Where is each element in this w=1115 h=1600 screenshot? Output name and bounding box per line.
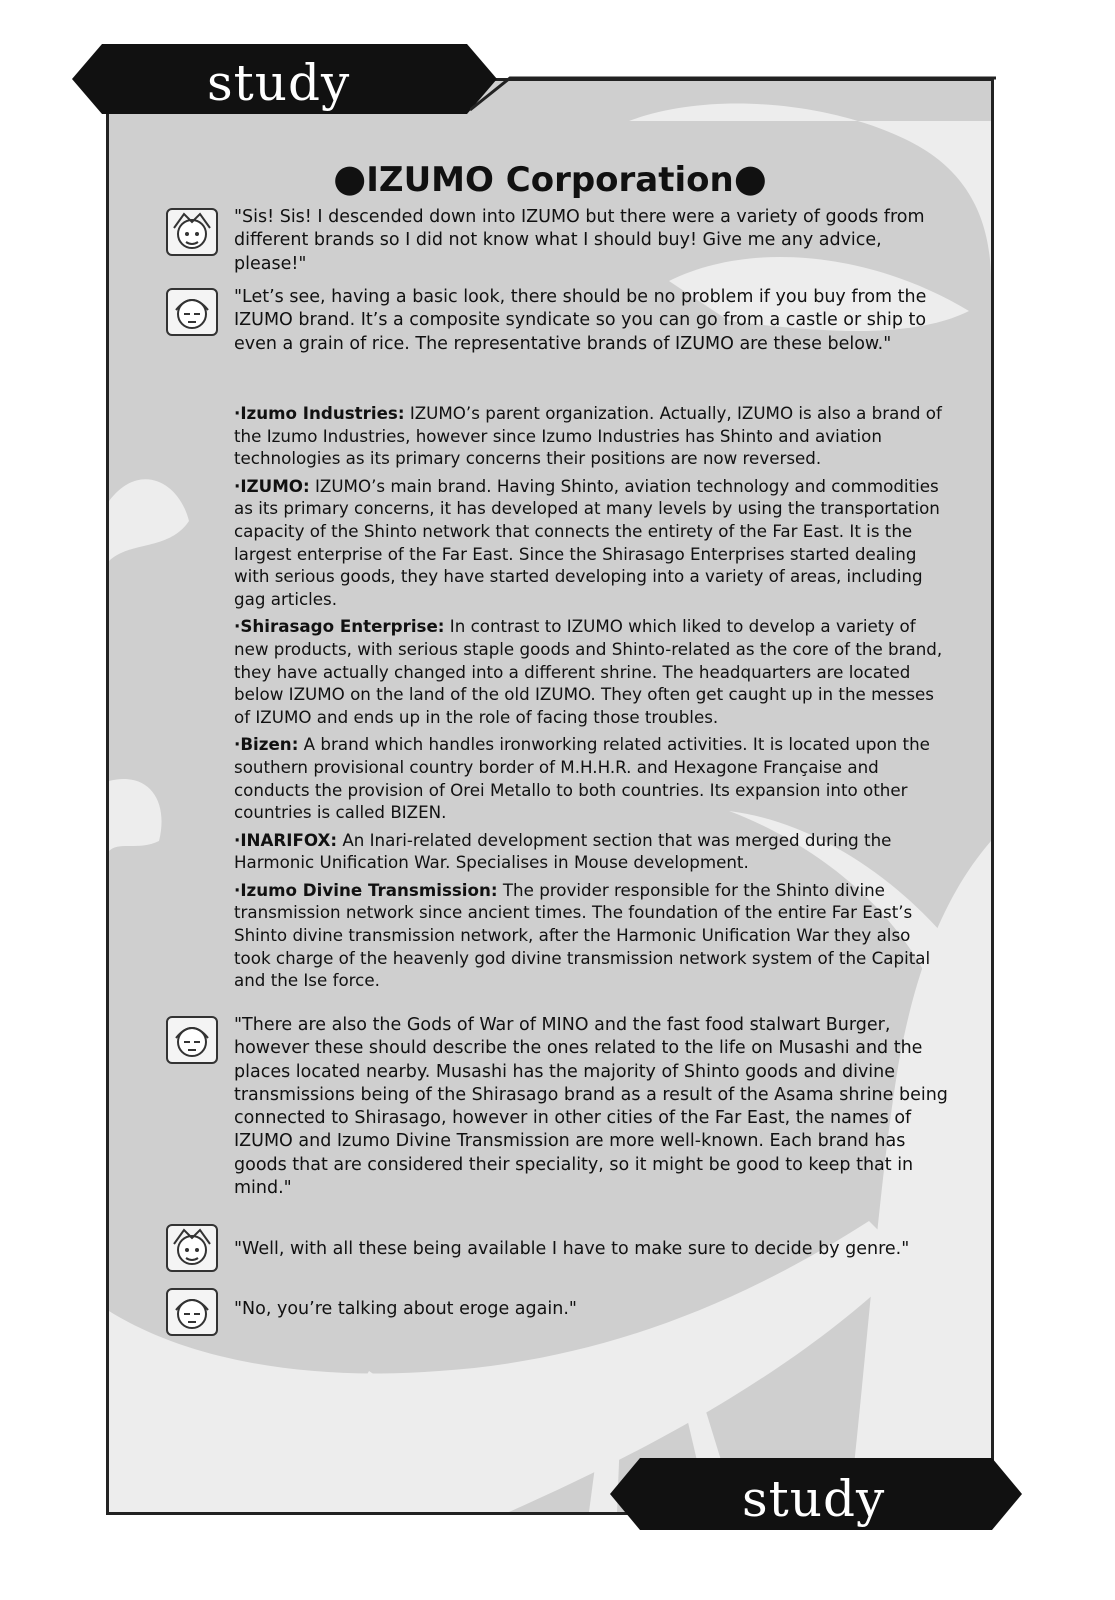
brand-name: ·Bizen: xyxy=(234,734,299,755)
speech-text: "Well, with all these being available I have to make sure to decide by genre." xyxy=(234,1239,910,1259)
page-title xyxy=(106,158,994,200)
brand-item xyxy=(234,402,950,470)
speech-text: "No, you’re talking about eroge again." xyxy=(234,1299,577,1319)
brand-item xyxy=(234,475,950,611)
brand-description: An Inari-related development section that was merged during the Harmonic Unification War. Specialises in Mouse development. xyxy=(234,829,892,873)
chibi-girl-icon xyxy=(166,208,218,256)
brand-description: A brand which handles ironworking related activities. It is located upon the southern provisional country border of M.H.H.R. and Hexagone Française and conducts the provision of Orei Metallo to both countries. Its expansion into other countries is called BIZEN. xyxy=(234,734,930,823)
brand-item xyxy=(234,829,950,874)
brand-item xyxy=(234,615,950,728)
brand-item xyxy=(234,879,950,992)
dialogue-entry xyxy=(166,1222,956,1274)
title-left-bullet-icon: ● xyxy=(333,156,367,200)
brand-description: In contrast to IZUMO which liked to develop a variety of new products, with serious staple goods and Shinto-related as the core of the brand, they have actually changed into a different shrine. The headquarters are located below IZUMO on the land of the old IZUMO. They often get caught up in the messes of IZUMO and ends up in the role of facing those troubles. xyxy=(234,616,943,727)
header-tab xyxy=(72,44,502,114)
dialogue-entry xyxy=(166,1014,956,1204)
speech-text: "There are also the Gods of War of MINO and the fast food stalwart Burger, however these should describe the ones related to the life on Musashi and the places located nearby. Musashi has the majority of Shinto goods and divine transmissions being of the Shirasago brand as a result of the Asama shrine being connected to Shirasago, however in other cities of the Far East, the names of IZUMO and Izumo Divine Transmission are more well-known. Each brand has goods that are considered their speciality, so it might be good to keep that in mind." xyxy=(234,1015,948,1199)
speech-text: "Sis! Sis! I descended down into IZUMO but there were a variety of goods from different brands so I did not know what I should buy! Give me any advice, please!" xyxy=(234,207,925,274)
brand-description: IZUMO’s main brand. Having Shinto, aviation technology and commodities as its primary concerns, it has developed at many levels by using the transportation capacity of the Shinto network that connects the entirety of the Far East. It is the largest enterprise of the Far East. Since the Shirasago Enterprises started dealing with serious goods, they have started developing into a variety of areas, including gag articles. xyxy=(234,475,940,609)
brand-name: ·IZUMO: xyxy=(234,475,310,496)
speech-text: "Let’s see, having a basic look, there should be no problem if you buy from the IZUMO brand. It’s a composite syndicate so you can go from a castle or ship to even a grain of rice. The representative brands of IZUMO are these below." xyxy=(234,287,927,354)
chibi-sister-icon xyxy=(166,288,218,336)
brand-name: ·INARIFOX: xyxy=(234,829,338,850)
chibi-sister-icon xyxy=(166,1016,218,1064)
brand-name: ·Izumo Industries: xyxy=(234,403,405,423)
page-title-text: IZUMO Corporation xyxy=(366,160,734,200)
brand-description: The provider responsible for the Shinto divine transmission network since ancient times. The foundation of the entire Far East’s Shinto divine transmission network, after the Harmonic Unification War they also took charge of the heavenly god divine transmission network system of the Capital and the Ise force. xyxy=(234,879,931,991)
brand-item xyxy=(234,733,950,823)
title-right-bullet-icon: ● xyxy=(733,156,767,200)
brand-description: IZUMO’s parent organization. Actually, IZUMO is also a brand of the Izumo Industries, however since Izumo Industries has Shinto and aviation technologies as its primary concerns their positions are now reversed. xyxy=(234,403,942,469)
brand-name: ·Shirasago Enterprise: xyxy=(234,616,445,637)
dialogue-entry xyxy=(166,206,956,280)
brand-name: ·Izumo Divine Transmission: xyxy=(234,879,498,900)
dialogue-entry xyxy=(166,286,956,382)
footer-tab xyxy=(610,1458,1025,1530)
header-tab-connector xyxy=(470,74,1000,114)
brand-list xyxy=(234,402,950,997)
dialogue-entry xyxy=(166,1286,956,1338)
chibi-sister-icon xyxy=(166,1288,218,1336)
chibi-girl-icon xyxy=(166,1224,218,1272)
footer-tab-label: study xyxy=(742,1470,886,1528)
header-tab-label: study xyxy=(207,54,351,112)
